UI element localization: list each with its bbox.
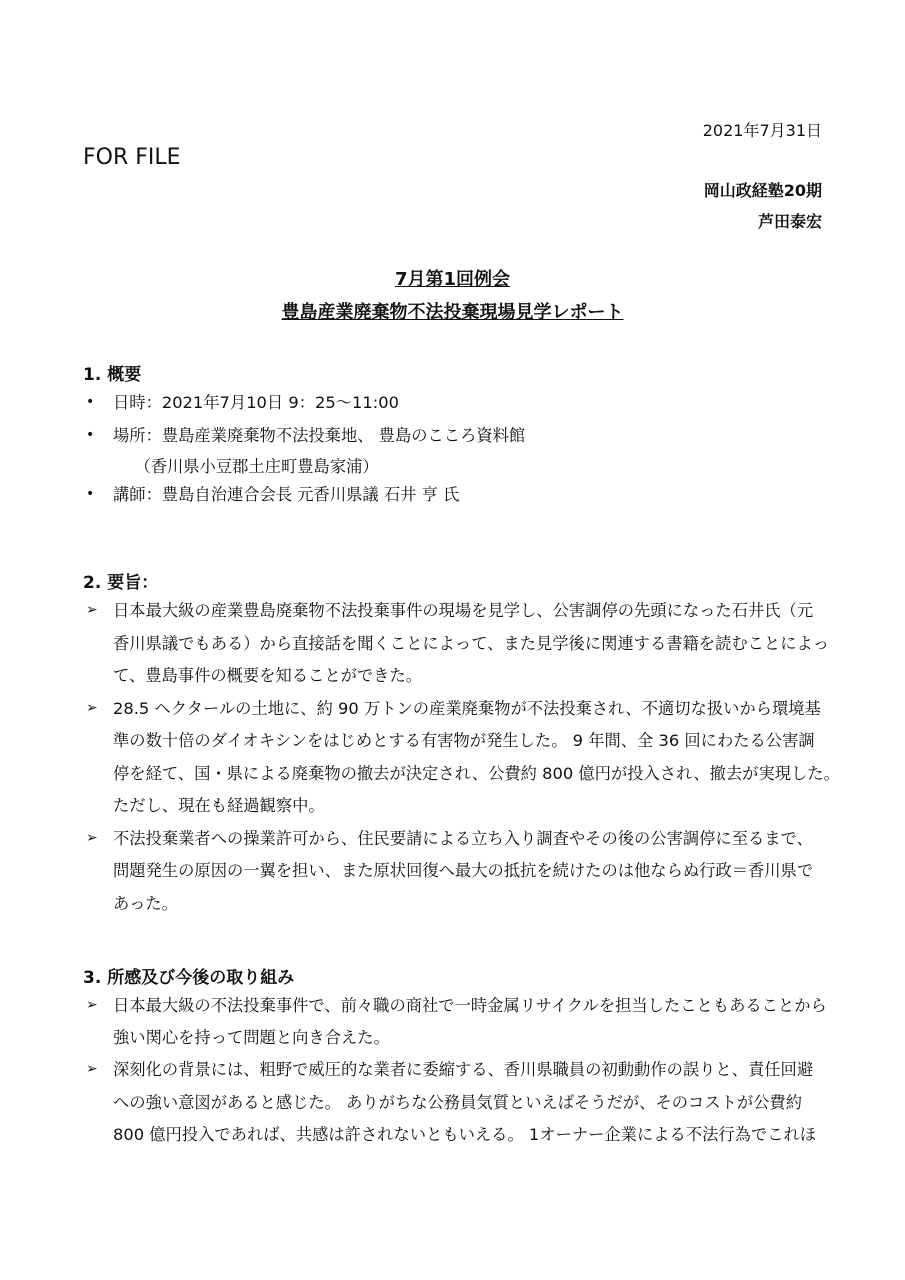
bullet-dot-icon: • bbox=[86, 394, 95, 410]
paragraph-line: 香川県議でもある）から直接話を聞くことによって、また見学後に関連する書籍を読むことによっ bbox=[113, 633, 830, 653]
bullet-arrow-icon: ➢ bbox=[86, 997, 98, 1013]
document-date: 2021年7月31日 bbox=[702, 121, 822, 140]
paragraph-line: あった。 bbox=[113, 893, 178, 913]
report-subtitle: 豊島産業廃棄物不法投棄現場見学レポート bbox=[281, 302, 624, 323]
section1-heading: 1. 概要 bbox=[83, 365, 142, 385]
section3-heading: 3. 所感及び今後の取り組み bbox=[83, 968, 295, 988]
author-name: 芦田泰宏 bbox=[757, 212, 822, 231]
paragraph-line: ただし、現在も経過観察中。 bbox=[113, 796, 325, 815]
paragraph-line: 日本最大級の不法投棄事件で、前々職の商社で一時金属リサイクルを担当したこともあることから bbox=[113, 996, 827, 1015]
paragraph-line: への強い意図があると感じた。 ありがちな公務員気質といえばそうだが、そのコストが公費約 bbox=[113, 1092, 802, 1112]
paragraph-line: 場所：豊島産業廃棄物不法投棄地、 豊島のこころ資料館 bbox=[113, 426, 526, 445]
bullet-arrow-icon: ➢ bbox=[86, 602, 98, 618]
report-title: 7月第1回例会 bbox=[394, 269, 511, 290]
paragraph-line: 日本最大級の産業豊島廃棄物不法投棄事件の現場を見学し、公害調停の先頭になった石井氏（元 bbox=[113, 601, 814, 620]
paragraph-line: 800 億円投入であれば、共感は許されないともいえる。 1オーナー企業による不法行為でこれほ bbox=[113, 1124, 817, 1144]
paragraph-line: 28.5 ヘクタールの土地に、約 90 万トンの産業廃棄物が不法投棄され、不適切な扱いから環境基 bbox=[113, 698, 821, 718]
paragraph-line: 問題発生の原因の一翼を担い、また原状回復へ最大の抵抗を続けたのは他ならぬ行政＝香川県で bbox=[113, 861, 814, 880]
bullet-arrow-icon: ➢ bbox=[86, 1061, 98, 1078]
paragraph-line: 日時：2021年7月10日 9：25〜11:00 bbox=[113, 393, 399, 412]
paragraph-line: 強い関心を持って問題と向き合えた。 bbox=[113, 1028, 390, 1048]
author-affiliation: 岡山政経塾20期 bbox=[703, 181, 822, 200]
bullet-arrow-icon: ➢ bbox=[86, 829, 98, 846]
bullet-dot-icon: • bbox=[86, 486, 95, 502]
paragraph-line: て、豊島事件の概要を知ることができた。 bbox=[113, 666, 423, 685]
paragraph-line: 講師：豊島自治連合会長 元香川県議 石井 亨 氏 bbox=[113, 485, 460, 504]
for-file-label: FOR FILE bbox=[83, 145, 181, 170]
bullet-arrow-icon: ➢ bbox=[86, 699, 98, 716]
paragraph-line: 深刻化の背景には、粗野で威圧的な業者に委縮する、香川県職員の初動動作の誤りと、責任回避 bbox=[113, 1060, 814, 1080]
paragraph-line: （香川県小豆郡土庄町豊島家浦） bbox=[113, 457, 379, 476]
bullet-dot-icon: • bbox=[86, 427, 95, 443]
paragraph-line: 停を経て、国・県による廃棄物の撤去が決定され、公費約 800 億円が投入され、撤去が実現した。 bbox=[113, 763, 840, 783]
paragraph-line: 不法投棄業者への操業許可から、住民要請による立ち入り調査やその後の公害調停に至るまで、 bbox=[113, 828, 813, 848]
section2-heading: 2. 要旨： bbox=[83, 573, 159, 593]
paragraph-line: 準の数十倍のダイオキシンをはじめとする有害物が発生した。 9 年間、全 36 回にわたる公害調 bbox=[113, 731, 815, 750]
